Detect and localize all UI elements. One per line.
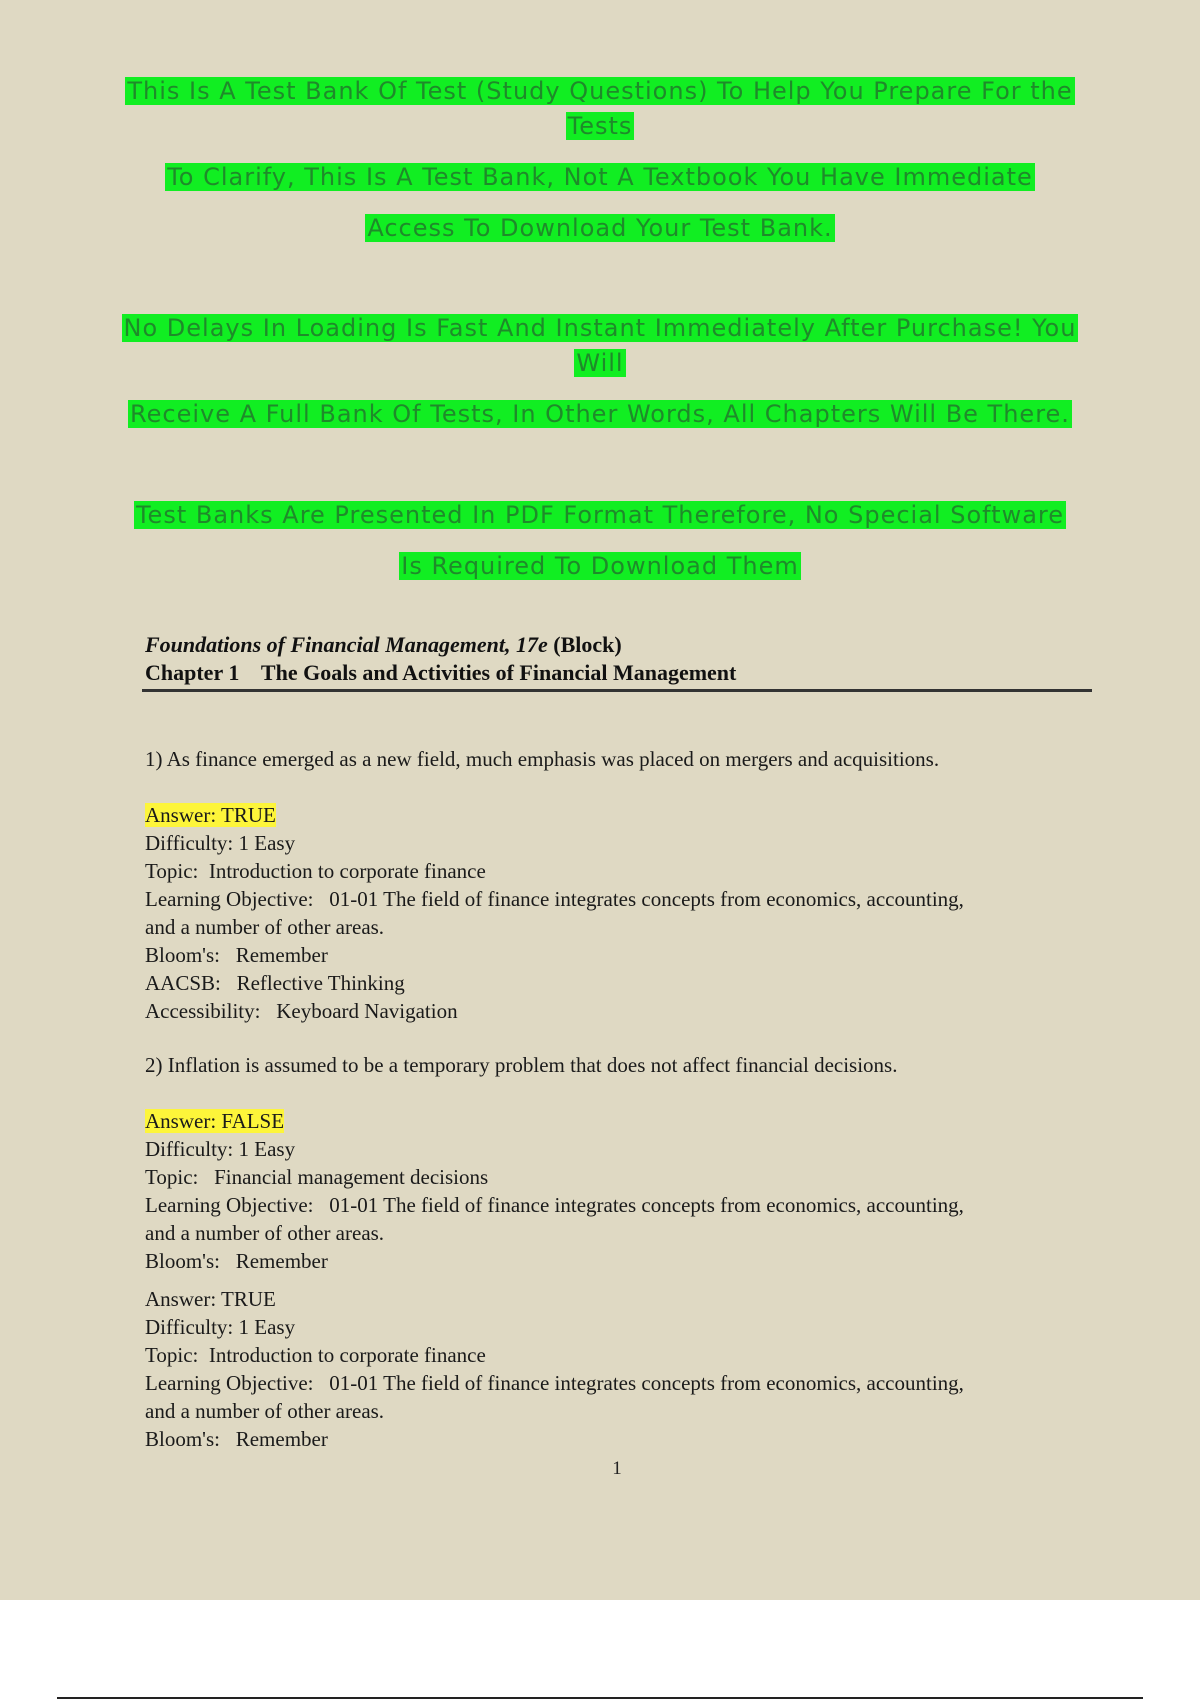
question-1-text: 1) As finance emerged as a new field, much emphasis was placed on mergers and acquisitions. — [145, 747, 940, 771]
question-1-blooms: Bloom's: Remember — [145, 943, 328, 967]
promo-line-5 — [0, 397, 1200, 432]
question-2-objective-cont: and a number of other areas. — [145, 1221, 385, 1245]
question-2-difficulty: Difficulty: 1 Easy — [145, 1137, 296, 1161]
promo-text-6: Test Banks Are Presented In PDF Format Therefore, No Special Software — [135, 501, 1065, 529]
promo-text-2: To Clarify, This Is A Test Bank, Not A Textbook You Have Immediate — [167, 163, 1033, 191]
promo-text-1b: Tests — [567, 112, 633, 140]
extra-difficulty: Difficulty: 1 Easy — [145, 1315, 296, 1339]
page-number: 1 — [612, 1458, 622, 1479]
question-2-answer: Answer: FALSE — [145, 1109, 285, 1133]
question-1-objective: Learning Objective: 01-01 The field of finance integrates concepts from economics, accounting, — [145, 887, 964, 911]
question-1-objective-cont: and a number of other areas. — [145, 915, 385, 939]
promo-text-7: Is Required To Download Them — [401, 552, 799, 580]
extra-answer-block — [145, 1285, 1095, 1453]
promo-line-7 — [0, 549, 1200, 584]
promo-text-5: Receive A Full Bank Of Tests, In Other Words, All Chapters Will Be There. — [130, 400, 1070, 428]
promo-line-4b — [0, 346, 1200, 381]
header-divider — [142, 689, 1092, 692]
chapter-heading: Chapter 1 The Goals and Activities of Financial Management — [145, 660, 737, 685]
promo-line-1b — [0, 109, 1200, 144]
question-1-accessibility: Accessibility: Keyboard Navigation — [145, 999, 458, 1023]
promo-line-4 — [0, 311, 1200, 346]
book-title: Foundations of Financial Management, 17e — [145, 632, 548, 657]
extra-objective: Learning Objective: 01-01 The field of finance integrates concepts from economics, accounting, — [145, 1371, 964, 1395]
promo-line-1 — [0, 74, 1200, 109]
extra-topic: Topic: Introduction to corporate finance — [145, 1343, 486, 1367]
promo-text-1: This Is A Test Bank Of Test (Study Questions) To Help You Prepare For the — [127, 77, 1073, 105]
extra-answer: Answer: TRUE — [145, 1287, 276, 1311]
question-1-topic: Topic: Introduction to corporate finance — [145, 859, 486, 883]
question-1-difficulty: Difficulty: 1 Easy — [145, 831, 296, 855]
extra-objective-cont: and a number of other areas. — [145, 1399, 385, 1423]
question-2-blooms: Bloom's: Remember — [145, 1249, 328, 1273]
question-2-objective: Learning Objective: 01-01 The field of finance integrates concepts from economics, accounting, — [145, 1193, 964, 1217]
book-author: (Block) — [553, 632, 622, 657]
promo-text-4b: Will — [576, 349, 624, 377]
promo-line-3 — [0, 211, 1200, 246]
question-2-topic: Topic: Financial management decisions — [145, 1165, 489, 1189]
question-1-answer: Answer: TRUE — [145, 803, 276, 827]
question-1-answer-block — [145, 801, 1095, 1025]
bottom-divider — [57, 1697, 1143, 1699]
promo-text-3: Access To Download Your Test Bank. — [367, 214, 833, 242]
promo-text-4: No Delays In Loading Is Fast And Instant Immediately After Purchase! You — [123, 314, 1077, 342]
promo-line-2 — [0, 160, 1200, 195]
promo-line-6 — [0, 498, 1200, 533]
question-1-aacsb: AACSB: Reflective Thinking — [145, 971, 405, 995]
question-2-text: 2) Inflation is assumed to be a temporary problem that does not affect financial decisions. — [145, 1053, 898, 1077]
book-title-line — [145, 632, 622, 658]
extra-blooms: Bloom's: Remember — [145, 1427, 328, 1451]
question-2-answer-block — [145, 1107, 1095, 1275]
